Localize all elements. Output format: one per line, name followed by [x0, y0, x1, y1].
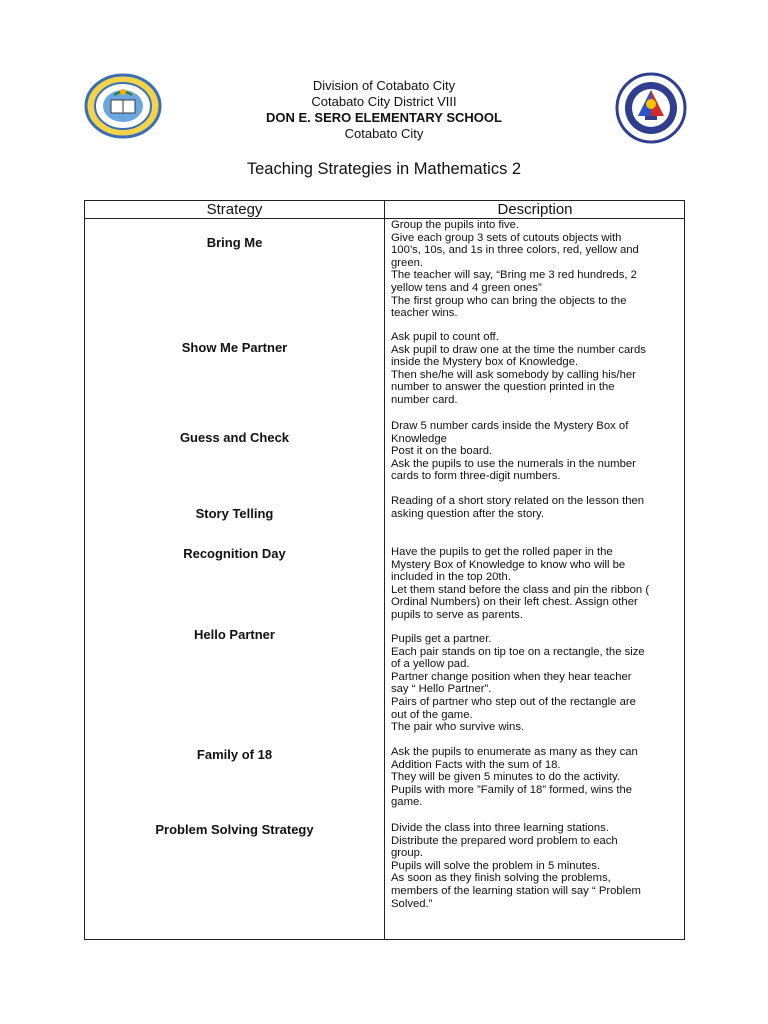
- description-line: game.: [391, 796, 423, 809]
- description-line: They will be given 5 minutes to do the activity.: [391, 771, 620, 784]
- description-line: Pupils will solve the problem in 5 minutes.: [391, 859, 601, 872]
- strategy-name: Bring Me: [206, 235, 263, 250]
- description-line: inside the Mystery box of Knowledge.: [391, 356, 579, 369]
- description-line: members of the learning station will say “ Problem: [391, 884, 641, 897]
- description-line: Pupils get a partner.: [391, 633, 492, 645]
- description-line: Ask pupil to draw one at the time the number cards: [391, 343, 646, 356]
- description-line: asking question after the story.: [391, 507, 545, 520]
- strategies-table: [84, 200, 685, 940]
- description-line: Knowledge: [391, 432, 447, 445]
- strategy-description: [391, 219, 683, 320]
- strategy-name: Recognition Day: [183, 546, 286, 561]
- strategy-name: Story Telling: [195, 506, 274, 521]
- description-line: teacher wins.: [391, 307, 458, 320]
- strategy-description: [391, 331, 683, 407]
- strategy-description: [391, 420, 683, 483]
- strategy-description: [391, 495, 683, 520]
- document-header: [0, 78, 768, 142]
- description-line: Pupils with more ”Family of 18” formed, wins the: [391, 783, 633, 796]
- description-line: out of the game.: [391, 708, 473, 721]
- description-line: Solved.”: [391, 897, 433, 910]
- description-line: Distribute the prepared word problem to each: [391, 834, 618, 847]
- description-line: included in the top 20th.: [391, 571, 511, 584]
- strategy-name: Guess and Check: [179, 430, 290, 445]
- description-line: number card.: [391, 393, 458, 406]
- city-line: Cotabato City: [344, 126, 424, 141]
- description-line: green.: [391, 256, 424, 269]
- strategy-description: [391, 822, 683, 910]
- description-line: 100’s, 10s, and 1s in three colors, red, yellow and: [391, 244, 639, 257]
- description-line: say “ Hello Partner”.: [391, 683, 492, 696]
- strategy-name: Show Me Partner: [181, 340, 288, 355]
- description-line: pupils to serve as parents.: [391, 608, 523, 621]
- description-line: As soon as they finish solving the problems,: [391, 872, 611, 885]
- description-line: Give each group 3 sets of cutouts objects with: [391, 231, 622, 244]
- description-line: Pairs of partner who step out of the rectangle are: [391, 695, 636, 708]
- description-line: Partner change position when they hear teacher: [391, 670, 632, 683]
- description-line: Divide the class into three learning stations.: [391, 822, 609, 834]
- description-line: Ordinal Numbers) on their left chest. Assign other: [391, 596, 638, 609]
- strategy-name: Problem Solving Strategy: [155, 822, 314, 837]
- description-line: Mystery Box of Knowledge to know who will be: [391, 558, 626, 571]
- description-line: Each pair stands on tip toe on a rectangle, the size: [391, 645, 645, 658]
- strategy-description: [391, 546, 683, 622]
- description-line: Draw 5 number cards inside the Mystery Box of: [391, 420, 629, 432]
- description-line: number to answer the question printed in the: [391, 381, 615, 394]
- column-divider: [384, 201, 385, 939]
- description-line: The teacher will say, “Bring me 3 red hundreds, 2: [391, 269, 637, 282]
- description-line: Reading of a short story related on the lesson then: [391, 495, 645, 507]
- description-line: The pair who survive wins.: [391, 721, 525, 734]
- description-line: Ask pupil to count off.: [391, 331, 499, 343]
- strategy-description: [391, 746, 683, 809]
- description-line: Let them stand before the class and pin the ribbon (: [391, 583, 650, 596]
- document-title: Teaching Strategies in Mathematics 2: [246, 160, 522, 178]
- description-line: Ask the pupils to enumerate as many as they can: [391, 746, 638, 758]
- header-strategy: Strategy: [206, 201, 263, 218]
- description-line: Then she/he will ask somebody by calling his/her: [391, 368, 636, 381]
- description-line: Group the pupils into five.: [391, 219, 520, 231]
- description-line: Ask the pupils to use the numerals in the number: [391, 457, 636, 470]
- description-line: The first group who can bring the objects to the: [391, 294, 627, 307]
- description-line: Post it on the board.: [391, 445, 493, 458]
- description-line: Addition Facts with the sum of 18.: [391, 758, 561, 771]
- header-description: Description: [497, 201, 573, 218]
- school-name: DON E. SERO ELEMENTARY SCHOOL: [266, 110, 502, 125]
- strategy-name: Hello Partner: [194, 627, 275, 642]
- strategy-name: Family of 18: [196, 747, 273, 762]
- district-line: Cotabato City District VIII: [311, 94, 457, 109]
- description-line: of a yellow pad.: [391, 658, 470, 671]
- strategy-description: [391, 633, 683, 734]
- description-line: yellow tens and 4 green ones”: [391, 281, 542, 294]
- description-line: cards to form three-digit numbers.: [391, 470, 561, 483]
- description-line: group.: [391, 847, 424, 860]
- description-line: Have the pupils to get the rolled paper in the: [391, 546, 613, 558]
- division-line: Division of Cotabato City: [312, 78, 456, 93]
